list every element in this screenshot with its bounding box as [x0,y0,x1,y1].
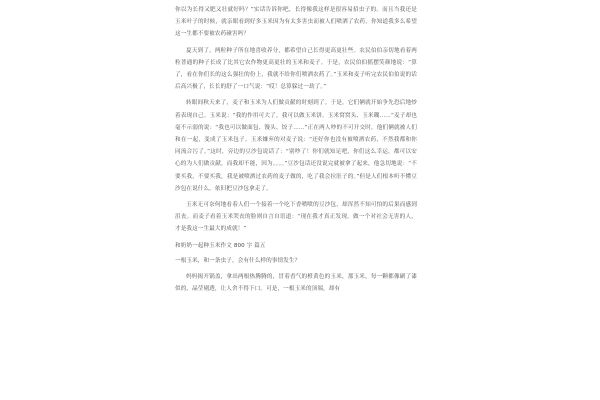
paragraph-5: 妈妈揭开锅盖，拿出两根热腾腾的，冒着香气的橙黄色的玉米，那玉米，每一颗都像刷了漆似的，晶莹剔透，让人舍不得下口。可是，一根玉米的顶端，却有 [175,274,417,293]
paragraph-3: 转眼间秋天来了，麦子和玉米为人们做贡献的时刻到了。于是，它们俩就开始争先恐后地炒着表现自己。玉米说：“我的作用可大了，我可以做玉米饼、玉米窝窝头、玉米糊……”麦子却也毫不示弱的说：“我也可以做面包、馒头、饺子……”正在两人吵的不可开交时，他们俩就被人们和在一起，变成了玉米包子。玉米嫌弃的对麦子说：“还好你也没有被喷洒农药，不然我都和你同流合污了。”这时，旁边的豆沙包说话了：“别吵了！你们就知足吧，你们这么幸运，都可以安心的为人们做贡献，而我却不能，因为。。。。”豆沙包话还没说完就被拿了起来，他急切地说：“不要买我，不要买我，我是被喷洒过农药的麦子做的，吃了我会拉肚子的。”但是人们根本听不懂豆沙包在说什么，依旧把豆沙包拿走了。 [175,100,417,192]
paragraph-1: 你以为长得又肥又壮就好吗？”实话告诉你吧，长得像我这样是很容易招虫子的。而且当我还是玉米叶子的时候，就亲眼看到好多玉米因为有太多害虫而被人们喷洒了农药，你知道我多么希望这一生都不要被农药碰害吗？ [175,7,417,38]
section-heading: 和奶奶一起种玉米作文 800 字 篇五 [175,242,266,249]
paragraph-2: 夏天到了，两粒种子所在地喜收养分，都希望自己长得更高更壮些。农民伯伯亲切地看着两粒普通的种子长成了比其它农作物更高更壮的玉米和麦子。于是，农民伯伯摇摆笑颜地说：“算了，看在你们长的这么强壮的份上，我就不给你们喷洒农药了。”玉米和麦子听完农民伯伯说的话后高兴极了，长长的舒了一口气说：“哎！总算躲过一劫了。” [175,47,417,91]
paragraph-4: 玉米无可奈何地看着人们一个接着一个吃下香喷喷的豆沙包，却浑然不知可怕的后果而感到沮丧。而麦子看着玉米哭丧的脸则自言自语道：“现在我才真正发现，做一个对社会无害的人，才是我这一生最大的成就！” [175,202,417,233]
section-intro: 一根玉米，和一条虫子，会有什么样的事情发生？ [175,257,301,264]
article-body [175,4,417,295]
